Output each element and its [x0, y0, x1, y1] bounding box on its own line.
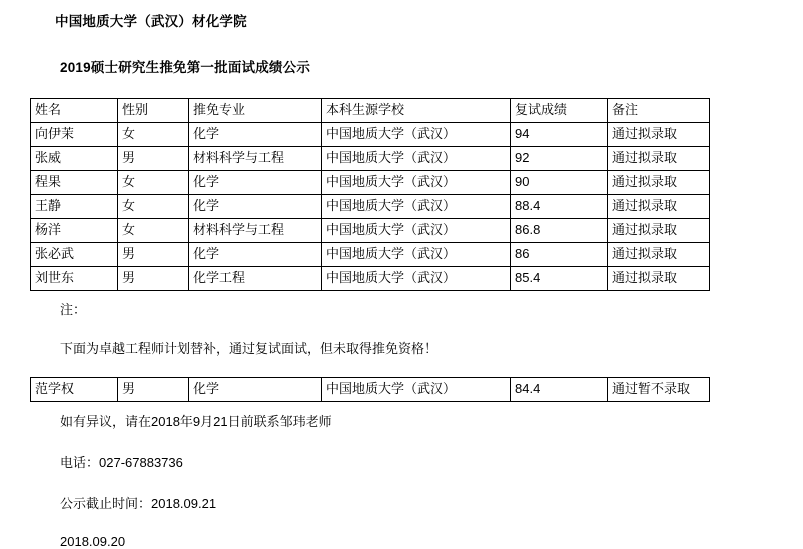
supplement-table	[30, 377, 710, 402]
cell-gender: 男	[118, 378, 189, 402]
contact-phone: 电话：027-67883736	[60, 455, 183, 470]
cell-gender: 女	[118, 123, 189, 147]
objection-notice: 如有异议，请在2018年9月21日前联系邹玮老师	[60, 414, 332, 429]
cell-major: 化学	[189, 378, 322, 402]
cell-score: 86.8	[511, 219, 608, 243]
cell-school: 中国地质大学（武汉）	[322, 378, 511, 402]
cell-name: 程果	[31, 171, 118, 195]
column-header-gender: 性别	[118, 99, 189, 123]
cell-score: 92	[511, 147, 608, 171]
cell-major: 化学	[189, 243, 322, 267]
column-header-score: 复试成绩	[511, 99, 608, 123]
cell-name: 向伊茉	[31, 123, 118, 147]
cell-name: 范学权	[31, 378, 118, 402]
cell-school: 中国地质大学（武汉）	[322, 147, 511, 171]
table-row	[31, 219, 710, 243]
cell-remark: 通过拟录取	[608, 147, 710, 171]
cell-school: 中国地质大学（武汉）	[322, 267, 511, 291]
cell-major: 材料科学与工程	[189, 147, 322, 171]
cell-remark: 通过拟录取	[608, 171, 710, 195]
table-row	[31, 171, 710, 195]
publish-date: 2018.09.20	[60, 534, 126, 549]
cell-major: 材料科学与工程	[189, 219, 322, 243]
cell-score: 94	[511, 123, 608, 147]
cell-gender: 女	[118, 171, 189, 195]
cell-major: 化学	[189, 171, 322, 195]
cell-gender: 女	[118, 195, 189, 219]
table-row	[31, 147, 710, 171]
column-header-school: 本科生源学校	[322, 99, 511, 123]
cell-gender: 男	[118, 243, 189, 267]
cell-remark: 通过拟录取	[608, 123, 710, 147]
column-header-major: 推免专业	[189, 99, 322, 123]
cell-remark: 通过暂不录取	[608, 378, 710, 402]
grades-table	[30, 98, 710, 291]
cell-school: 中国地质大学（武汉）	[322, 219, 511, 243]
cell-score: 90	[511, 171, 608, 195]
cell-name: 王静	[31, 195, 118, 219]
note-text: 下面为卓越工程师计划替补，通过复试面试，但未取得推免资格！	[60, 341, 438, 356]
cell-gender: 男	[118, 147, 189, 171]
table-row	[31, 243, 710, 267]
cell-remark: 通过拟录取	[608, 219, 710, 243]
cell-gender: 男	[118, 267, 189, 291]
cell-school: 中国地质大学（武汉）	[322, 195, 511, 219]
cell-score: 85.4	[511, 267, 608, 291]
page-title: 2019硕士研究生推免第一批面试成绩公示	[60, 60, 311, 75]
table-row	[31, 267, 710, 291]
column-header-remark: 备注	[608, 99, 710, 123]
cell-score: 84.4	[511, 378, 608, 402]
cell-name: 杨洋	[31, 219, 118, 243]
cell-score: 86	[511, 243, 608, 267]
organization-title: 中国地质大学（武汉）材化学院	[55, 14, 247, 29]
table-header-row	[31, 99, 710, 123]
table-row	[31, 123, 710, 147]
cell-school: 中国地质大学（武汉）	[322, 243, 511, 267]
cell-remark: 通过拟录取	[608, 243, 710, 267]
table-row	[31, 195, 710, 219]
cell-major: 化学	[189, 195, 322, 219]
cell-name: 张必武	[31, 243, 118, 267]
column-header-name: 姓名	[31, 99, 118, 123]
cell-gender: 女	[118, 219, 189, 243]
table-row	[31, 378, 710, 402]
deadline-notice: 公示截止时间：2018.09.21	[60, 496, 217, 511]
cell-name: 刘世东	[31, 267, 118, 291]
cell-remark: 通过拟录取	[608, 195, 710, 219]
cell-score: 88.4	[511, 195, 608, 219]
cell-remark: 通过拟录取	[608, 267, 710, 291]
cell-major: 化学工程	[189, 267, 322, 291]
note-label: 注：	[60, 302, 87, 317]
cell-school: 中国地质大学（武汉）	[322, 171, 511, 195]
cell-name: 张威	[31, 147, 118, 171]
cell-school: 中国地质大学（武汉）	[322, 123, 511, 147]
cell-major: 化学	[189, 123, 322, 147]
